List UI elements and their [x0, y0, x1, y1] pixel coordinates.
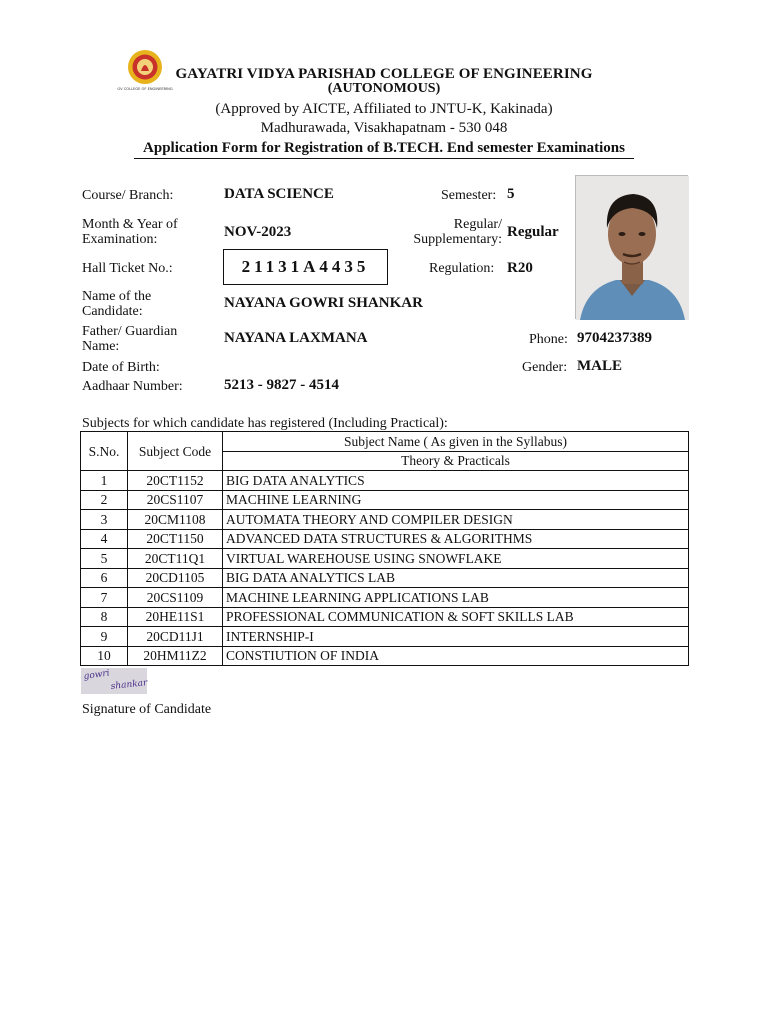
- autonomous-label: (AUTONOMOUS): [327, 81, 441, 96]
- father-name-label: Father/ Guardian Name:: [82, 324, 178, 354]
- table-row: 9 20CD11J1 INTERNSHIP-I: [81, 627, 689, 647]
- table-row: 4 20CT1150 ADVANCED DATA STRUCTURES & ALGORITHMS: [81, 529, 689, 549]
- form-title: Application Form for Registration of B.TECH. End semester Examinations: [134, 140, 634, 159]
- table-row: 8 20HE11S1 PROFESSIONAL COMMUNICATION & SOFT SKILLS LAB: [81, 607, 689, 627]
- table-row: 5 20CT11Q1 VIRTUAL WAREHOUSE USING SNOWFLAKE: [81, 549, 689, 569]
- semester-label: Semester:: [441, 188, 497, 203]
- aadhaar-value: 5213 - 9827 - 4514: [224, 377, 339, 393]
- course-value: DATA SCIENCE: [224, 186, 334, 202]
- phone-label: Phone:: [529, 332, 568, 347]
- regulation-value: R20: [507, 260, 533, 276]
- course-label: Course/ Branch:: [82, 188, 174, 203]
- header-theory-practicals: Theory & Practicals: [223, 451, 689, 471]
- dob-label: Date of Birth:: [82, 360, 160, 375]
- aadhaar-label: Aadhaar Number:: [82, 379, 183, 394]
- hall-ticket-value: 21131A4435: [223, 249, 388, 285]
- semester-value: 5: [507, 186, 515, 202]
- header-subject-name: Subject Name ( As given in the Syllabus): [223, 432, 689, 452]
- header-sno: S.No.: [81, 432, 128, 471]
- exam-month-label: Month & Year of Examination:: [82, 217, 178, 247]
- svg-text:GV COLLEGE OF ENGINEERING: GV COLLEGE OF ENGINEERING: [117, 87, 173, 91]
- table-row: 6 20CD1105 BIG DATA ANALYTICS LAB: [81, 568, 689, 588]
- svg-text:gowri: gowri: [83, 668, 111, 682]
- table-row: 3 20CM1108 AUTOMATA THEORY AND COMPILER DESIGN: [81, 510, 689, 530]
- candidate-signature: [81, 668, 147, 694]
- table-row: 2 20CS1107 MACHINE LEARNING: [81, 490, 689, 510]
- regulation-label: Regulation:: [429, 261, 495, 276]
- table-row: 10 20HM11Z2 CONSTIUTION OF INDIA: [81, 646, 689, 666]
- svg-text:shankar: shankar: [110, 678, 148, 692]
- subjects-table: [80, 431, 689, 666]
- candidate-photo: [575, 175, 688, 319]
- gender-value: MALE: [577, 358, 622, 374]
- candidate-name-label: Name of the Candidate:: [82, 289, 152, 319]
- college-address: Madhurawada, Visakhapatnam - 530 048: [260, 120, 508, 136]
- hall-ticket-label: Hall Ticket No.:: [82, 261, 173, 276]
- gender-label: Gender:: [522, 360, 568, 375]
- table-row: 7 20CS1109 MACHINE LEARNING APPLICATIONS LAB: [81, 588, 689, 608]
- subjects-caption: Subjects for which candidate has registered (Including Practical):: [82, 416, 448, 431]
- phone-value: 9704237389: [577, 330, 652, 346]
- father-name-value: NAYANA LAXMANA: [224, 330, 368, 346]
- exam-type-label: Regular/ Supplementary:: [413, 217, 502, 247]
- exam-type-value: Regular: [507, 224, 559, 240]
- exam-month-value: NOV-2023: [224, 224, 292, 240]
- approval-line: (Approved by AICTE, Affiliated to JNTU-K, Kakinada): [215, 101, 553, 117]
- header-subject-code: Subject Code: [128, 432, 223, 471]
- candidate-name-value: NAYANA GOWRI SHANKAR: [224, 295, 423, 311]
- signature-label: Signature of Candidate: [82, 702, 212, 717]
- table-row: 1 20CT1152 BIG DATA ANALYTICS: [81, 471, 689, 491]
- college-name: GAYATRI VIDYA PARISHAD COLLEGE OF ENGINEERING: [175, 66, 593, 82]
